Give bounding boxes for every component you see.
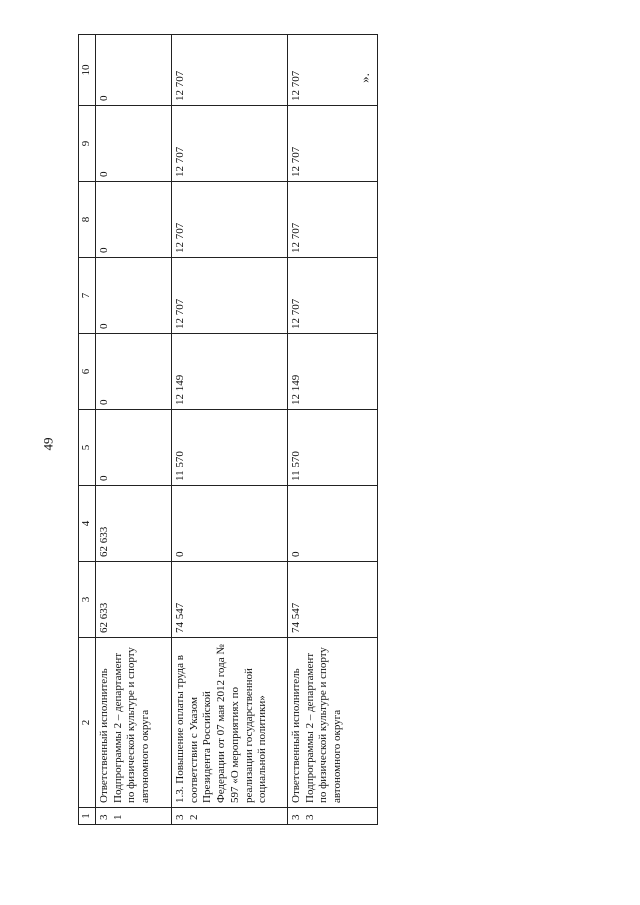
value-cell: 0 <box>95 334 171 410</box>
value-cell: 12 707 <box>287 182 377 258</box>
value-cell: 12 707 <box>287 106 377 182</box>
row-number-cell: 32 <box>171 808 287 825</box>
value-cell: 12 707 <box>171 35 287 106</box>
value-cell: 12 707 <box>171 106 287 182</box>
description-cell: Ответственный исполнитель Подпрограммы 2 – департамент по физической культуре и спорту автономного округа <box>95 638 171 808</box>
value-cell: 0 <box>95 35 171 106</box>
column-header: 2 <box>79 638 96 808</box>
column-header: 4 <box>79 486 96 562</box>
value-cell: 11 570 <box>171 410 287 486</box>
value-cell: 62 633 <box>95 562 171 638</box>
table-row <box>171 35 287 825</box>
table-row <box>95 35 171 825</box>
column-header: 1 <box>79 808 96 825</box>
row-number-cell: 33 <box>287 808 377 825</box>
value-cell: 12 707 <box>287 35 377 106</box>
column-header: 6 <box>79 334 96 410</box>
column-header: 5 <box>79 410 96 486</box>
value-cell: 74 547 <box>171 562 287 638</box>
value-cell: 0 <box>95 258 171 334</box>
column-header: 10 <box>79 35 96 106</box>
description-cell: Ответственный исполнитель Подпрограммы 2 – департамент по физической культуре и спорту автономного округа <box>287 638 377 808</box>
value-cell: 62 633 <box>95 486 171 562</box>
closing-quote-mark: ». <box>356 73 372 83</box>
page-number: 49 <box>40 437 56 451</box>
column-header: 9 <box>79 106 96 182</box>
rotated-table-container <box>78 35 378 825</box>
table-header-row <box>79 35 96 825</box>
column-header: 8 <box>79 182 96 258</box>
table-row <box>287 35 377 825</box>
value-cell: 12 707 <box>171 258 287 334</box>
value-cell: 12 149 <box>171 334 287 410</box>
value-cell: 12 149 <box>287 334 377 410</box>
value-cell: 0 <box>287 486 377 562</box>
column-header: 3 <box>79 562 96 638</box>
value-cell: 11 570 <box>287 410 377 486</box>
description-cell: 1.3. Повышение оплаты труда в соответствии с Указом Президента Российской Федерации от 07 мая 2012 года № 597 «О мероприятиях по реализации государственной социальной политики» <box>171 638 287 808</box>
value-cell: 0 <box>95 182 171 258</box>
row-number-cell: 31 <box>95 808 171 825</box>
value-cell: 0 <box>171 486 287 562</box>
value-cell: 0 <box>95 106 171 182</box>
value-cell: 12 707 <box>287 258 377 334</box>
column-header: 7 <box>79 258 96 334</box>
value-cell: 12 707 <box>171 182 287 258</box>
value-cell: 74 547 <box>287 562 377 638</box>
value-cell: 0 <box>95 410 171 486</box>
budget-table <box>78 34 378 825</box>
